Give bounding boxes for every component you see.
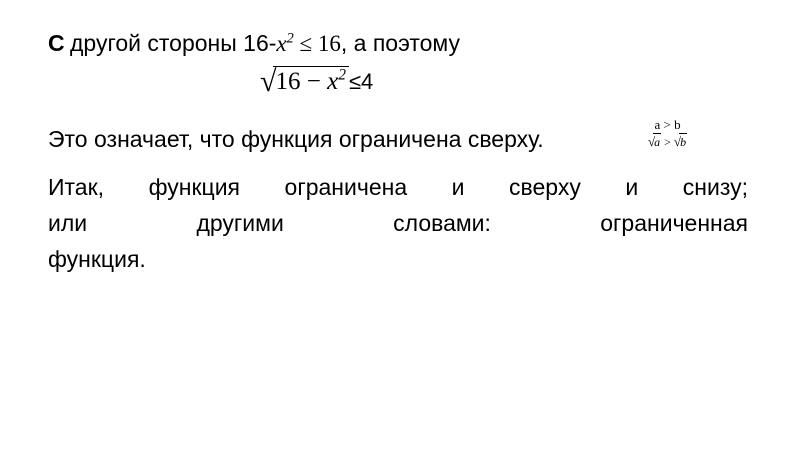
paragraph-word: снизу;	[682, 174, 748, 200]
paragraph-bounded-above: Это означает, что функция ограничена сверху.	[48, 126, 544, 152]
formula-comparison: ≤4	[348, 69, 374, 94]
radicand-variable: x	[327, 68, 339, 95]
statement-text-before: другой стороны 16-	[63, 30, 277, 56]
radicand-minus: −	[306, 68, 328, 95]
relation-le-16: ≤ 16	[293, 31, 341, 56]
paragraph-word: и	[625, 174, 639, 200]
side-note-gt: >	[661, 135, 674, 149]
slide-content	[48, 28, 758, 277]
statement-line-1	[48, 28, 758, 59]
leading-letter: С	[48, 30, 64, 56]
side-note-sqrt-b	[674, 133, 687, 151]
side-note-conclusion	[648, 133, 687, 151]
radical-expression	[258, 65, 349, 99]
variable-x: x	[276, 31, 287, 56]
radical-sign-small-a-icon: √	[648, 134, 656, 149]
radicand	[273, 66, 348, 96]
side-note-sqrt-a	[648, 133, 661, 151]
paragraph-word: функция	[148, 174, 240, 200]
paragraph-bounded-conclusion	[48, 169, 748, 277]
statement-text-after: , а поэтому	[340, 30, 460, 56]
paragraph-word: ограниченная	[600, 210, 748, 236]
paragraph-line-1	[48, 169, 748, 205]
exponent-2: 2	[286, 30, 294, 47]
paragraph-word: ограничена	[284, 174, 408, 200]
paragraph-line-2	[48, 205, 748, 241]
side-note-premise: a > b	[654, 117, 681, 132]
paragraph-word: Итак,	[48, 174, 105, 200]
paragraph-line-3: функция.	[48, 246, 146, 272]
paragraph-word: или	[48, 210, 88, 236]
radicand-exponent: 2	[338, 66, 346, 84]
side-note-a: a	[654, 135, 661, 149]
formula-row	[48, 65, 758, 109]
sqrt-formula	[258, 65, 373, 99]
radical-sign-small-b-icon: √	[673, 134, 682, 149]
side-note-b: b	[680, 135, 687, 149]
radical-sign-icon: √	[260, 65, 277, 98]
side-note-rule	[648, 116, 687, 151]
paragraph-word: сверху	[509, 174, 581, 200]
radicand-number: 16	[275, 68, 307, 95]
paragraph-word: словами:	[393, 210, 491, 236]
paragraph-word: другими	[196, 210, 284, 236]
paragraph-word: и	[451, 174, 465, 200]
